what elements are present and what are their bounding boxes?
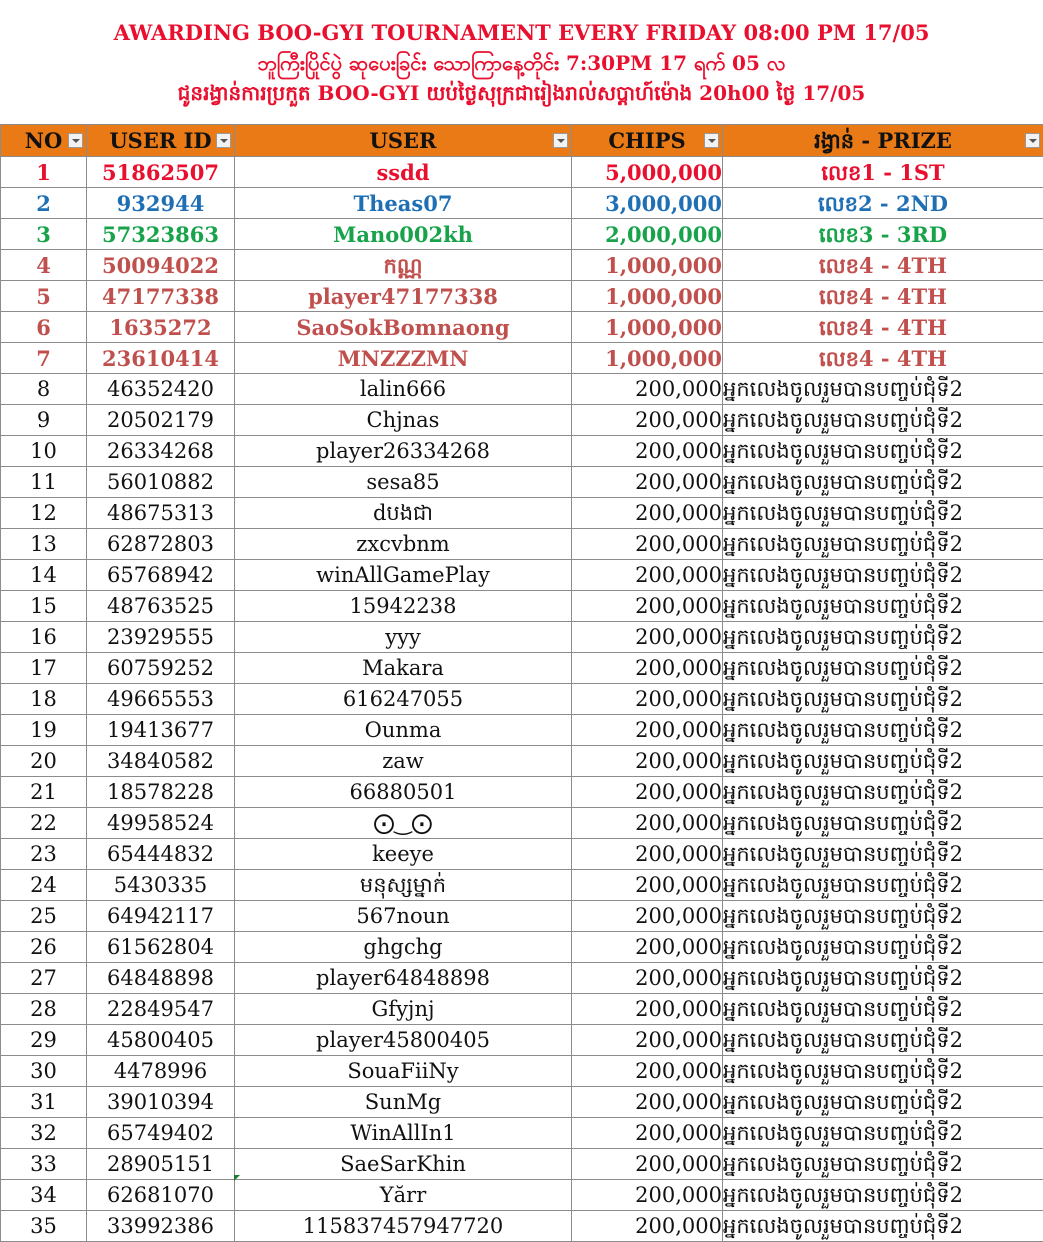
- user-id-cell[interactable]: 28905151: [87, 1149, 235, 1180]
- rank-cell[interactable]: 29: [1, 1025, 87, 1056]
- prize-cell[interactable]: អ្នកលេងចូលរួមបានបញ្ចប់ជុំទី2: [723, 963, 1043, 994]
- rank-cell[interactable]: 1: [1, 157, 87, 188]
- prize-cell[interactable]: អ្នកលេងចូលរួមបានបញ្ចប់ជុំទី2: [723, 560, 1043, 591]
- username-cell[interactable]: ⨀‿⨀: [235, 808, 572, 839]
- user-id-cell[interactable]: 65768942: [87, 560, 235, 591]
- chips-cell[interactable]: 200,000: [572, 994, 723, 1025]
- title-khmer: ជូនរង្វាន់ការប្រកួត BOO-GYI យប់ថ្ងៃសុក្រជារៀងរាល់សប្តាហ៍ម៉ោង 20h00 ថ្ងៃ 17/05: [0, 80, 1043, 110]
- user-id-cell[interactable]: 50094022: [87, 250, 235, 281]
- prize-cell[interactable]: លេខ4 - 4TH: [723, 343, 1043, 374]
- chips-cell[interactable]: 200,000: [572, 1025, 723, 1056]
- chips-cell[interactable]: 200,000: [572, 715, 723, 746]
- table-row: [1, 870, 1043, 901]
- table-row: [1, 312, 1043, 343]
- filter-dropdown-icon[interactable]: [1025, 133, 1040, 148]
- rank-cell[interactable]: 23: [1, 839, 87, 870]
- prize-cell[interactable]: អ្នកលេងចូលរួមបានបញ្ចប់ជុំទី2: [723, 777, 1043, 808]
- username-cell[interactable]: Chjnas: [235, 405, 572, 436]
- table-row: [1, 281, 1043, 312]
- rank-cell[interactable]: 28: [1, 994, 87, 1025]
- user-id-cell[interactable]: 47177338: [87, 281, 235, 312]
- rank-cell[interactable]: 25: [1, 901, 87, 932]
- chips-cell[interactable]: 200,000: [572, 932, 723, 963]
- username-cell[interactable]: zxcvbnm: [235, 529, 572, 560]
- username-cell[interactable]: SunMg: [235, 1087, 572, 1118]
- rank-cell[interactable]: 11: [1, 467, 87, 498]
- prize-cell[interactable]: អ្នកលេងចូលរួមបានបញ្ចប់ជុំទី2: [723, 901, 1043, 932]
- table-row: [1, 498, 1043, 529]
- username-cell[interactable]: player47177338: [235, 281, 572, 312]
- header-no: [1, 125, 87, 157]
- prize-cell[interactable]: អ្នកលេងចូលរួមបានបញ្ចប់ជុំទី2: [723, 1118, 1043, 1149]
- results-table: [0, 124, 1043, 1242]
- rank-cell[interactable]: 8: [1, 374, 87, 405]
- rank-cell[interactable]: 18: [1, 684, 87, 715]
- username-cell[interactable]: Gfyjnj: [235, 994, 572, 1025]
- prize-cell[interactable]: អ្នកលេងចូលរួមបានបញ្ចប់ជុំទី2: [723, 746, 1043, 777]
- rank-cell[interactable]: 17: [1, 653, 87, 684]
- chips-cell[interactable]: 200,000: [572, 653, 723, 684]
- user-id-cell[interactable]: 19413677: [87, 715, 235, 746]
- rank-cell[interactable]: 16: [1, 622, 87, 653]
- rank-cell[interactable]: 2: [1, 188, 87, 219]
- chips-cell[interactable]: 200,000: [572, 1056, 723, 1087]
- chips-cell[interactable]: 5,000,000: [572, 157, 723, 188]
- table-row: [1, 684, 1043, 715]
- prize-cell[interactable]: អ្នកលេងចូលរួមបានបញ្ចប់ជុំទី2: [723, 684, 1043, 715]
- table-row: [1, 1118, 1043, 1149]
- table-row: [1, 932, 1043, 963]
- rank-cell[interactable]: 10: [1, 436, 87, 467]
- user-id-cell[interactable]: 49665553: [87, 684, 235, 715]
- chips-cell[interactable]: 200,000: [572, 467, 723, 498]
- cell-comment-marker: [234, 1175, 240, 1181]
- user-id-cell[interactable]: 34840582: [87, 746, 235, 777]
- user-id-cell[interactable]: 64942117: [87, 901, 235, 932]
- user-id-cell[interactable]: 46352420: [87, 374, 235, 405]
- header-prize: [723, 125, 1043, 157]
- chips-cell[interactable]: 200,000: [572, 1180, 723, 1211]
- prize-cell[interactable]: លេខ4 - 4TH: [723, 250, 1043, 281]
- table-row: [1, 467, 1043, 498]
- rank-cell[interactable]: 9: [1, 405, 87, 436]
- chips-cell[interactable]: 200,000: [572, 498, 723, 529]
- chips-cell[interactable]: 200,000: [572, 777, 723, 808]
- username-cell[interactable]: Mano002kh: [235, 219, 572, 250]
- username-cell[interactable]: Yărr: [235, 1180, 572, 1211]
- prize-cell[interactable]: អ្នកលេងចូលរួមបានបញ្ចប់ជុំទី2: [723, 529, 1043, 560]
- rank-cell[interactable]: 35: [1, 1211, 87, 1242]
- rank-cell[interactable]: 3: [1, 219, 87, 250]
- chips-cell[interactable]: 200,000: [572, 560, 723, 591]
- rank-cell[interactable]: 13: [1, 529, 87, 560]
- username-cell[interactable]: Theas07: [235, 188, 572, 219]
- rank-cell[interactable]: 4: [1, 250, 87, 281]
- prize-cell[interactable]: អ្នកលេងចូលរួមបានបញ្ចប់ជុំទី2: [723, 870, 1043, 901]
- filter-dropdown-icon[interactable]: [553, 133, 568, 148]
- header-chips-label: CHIPS: [608, 128, 685, 153]
- chips-cell[interactable]: 200,000: [572, 1087, 723, 1118]
- prize-cell[interactable]: អ្នកលេងចូលរួមបានបញ្ចប់ជុំទី2: [723, 1149, 1043, 1180]
- table-row: [1, 994, 1043, 1025]
- prize-cell[interactable]: អ្នកលេងចូលរួមបានបញ្ចប់ជុំទី2: [723, 808, 1043, 839]
- prize-cell[interactable]: អ្នកលេងចូលរួមបានបញ្ចប់ជុំទី2: [723, 1211, 1043, 1242]
- table-row: [1, 157, 1043, 188]
- table-row: [1, 715, 1043, 746]
- user-id-cell[interactable]: 23610414: [87, 343, 235, 374]
- table-row: [1, 405, 1043, 436]
- table-row: [1, 1149, 1043, 1180]
- rank-cell[interactable]: 31: [1, 1087, 87, 1118]
- chips-cell[interactable]: 200,000: [572, 1149, 723, 1180]
- user-id-cell[interactable]: 64848898: [87, 963, 235, 994]
- prize-cell[interactable]: អ្នកលេងចូលរួមបានបញ្ចប់ជុំទី2: [723, 498, 1043, 529]
- table-row: [1, 808, 1043, 839]
- username-cell[interactable]: Ounma: [235, 715, 572, 746]
- chips-cell[interactable]: 1,000,000: [572, 343, 723, 374]
- user-id-cell[interactable]: 39010394: [87, 1087, 235, 1118]
- table-row: [1, 901, 1043, 932]
- prize-cell[interactable]: អ្នកលេងចូលរួមបានបញ្ចប់ជុំទី2: [723, 1056, 1043, 1087]
- table-row: [1, 622, 1043, 653]
- username-cell[interactable]: 15942238: [235, 591, 572, 622]
- username-cell[interactable]: player45800405: [235, 1025, 572, 1056]
- rank-cell[interactable]: 33: [1, 1149, 87, 1180]
- header-user: [235, 125, 572, 157]
- prize-cell[interactable]: អ្នកលេងចូលរួមបានបញ្ចប់ជុំទី2: [723, 405, 1043, 436]
- rank-cell[interactable]: 20: [1, 746, 87, 777]
- table-row: [1, 591, 1043, 622]
- username-cell[interactable]: SaeSarKhin: [235, 1149, 572, 1180]
- chips-cell[interactable]: 200,000: [572, 808, 723, 839]
- user-id-cell[interactable]: 22849547: [87, 994, 235, 1025]
- title-block: [0, 0, 1043, 124]
- chips-cell[interactable]: 2,000,000: [572, 219, 723, 250]
- rank-cell[interactable]: 34: [1, 1180, 87, 1211]
- header-no-label: NO: [25, 128, 63, 153]
- chips-cell[interactable]: 1,000,000: [572, 250, 723, 281]
- prize-cell[interactable]: អ្នកលេងចូលរួមបានបញ្ចប់ជុំទី2: [723, 1180, 1043, 1211]
- username-cell[interactable]: 616247055: [235, 684, 572, 715]
- user-id-cell[interactable]: 65749402: [87, 1118, 235, 1149]
- username-cell[interactable]: dបងជា: [235, 498, 572, 529]
- table-row: [1, 374, 1043, 405]
- table-row: [1, 219, 1043, 250]
- user-id-cell[interactable]: 48675313: [87, 498, 235, 529]
- user-id-cell[interactable]: 57323863: [87, 219, 235, 250]
- username-cell[interactable]: SouaFiiNy: [235, 1056, 572, 1087]
- header-row: [1, 125, 1043, 157]
- title-myanmar: ဘူကြီးပြိုင်ပွဲ ဆုပေးခြင်း သောကြာနေ့တိုင်း 7:30PM 17 ရက် 05 လ: [0, 50, 1043, 80]
- chips-cell[interactable]: 3,000,000: [572, 188, 723, 219]
- username-cell[interactable]: player64848898: [235, 963, 572, 994]
- table-row: [1, 777, 1043, 808]
- username-cell[interactable]: 567noun: [235, 901, 572, 932]
- table-row: [1, 839, 1043, 870]
- username-cell[interactable]: sesa85: [235, 467, 572, 498]
- chips-cell[interactable]: 200,000: [572, 1118, 723, 1149]
- chips-cell[interactable]: 200,000: [572, 374, 723, 405]
- rank-cell[interactable]: 26: [1, 932, 87, 963]
- table-row: [1, 1025, 1043, 1056]
- prize-cell[interactable]: លេខ3 - 3RD: [723, 219, 1043, 250]
- user-id-cell[interactable]: 65444832: [87, 839, 235, 870]
- filter-dropdown-icon[interactable]: [216, 133, 231, 148]
- chips-cell[interactable]: 200,000: [572, 746, 723, 777]
- user-id-cell[interactable]: 48763525: [87, 591, 235, 622]
- prize-cell[interactable]: អ្នកលេងចូលរួមបានបញ្ចប់ជុំទី2: [723, 436, 1043, 467]
- table-row: [1, 1180, 1043, 1211]
- rank-cell[interactable]: 30: [1, 1056, 87, 1087]
- chips-cell[interactable]: 200,000: [572, 870, 723, 901]
- chips-cell[interactable]: 200,000: [572, 436, 723, 467]
- prize-cell[interactable]: លេខ2 - 2ND: [723, 188, 1043, 219]
- rank-cell[interactable]: 24: [1, 870, 87, 901]
- chips-cell[interactable]: 1,000,000: [572, 312, 723, 343]
- prize-cell[interactable]: អ្នកលេងចូលរួមបានបញ្ចប់ជុំទី2: [723, 715, 1043, 746]
- table-row: [1, 1211, 1043, 1242]
- user-id-cell[interactable]: 60759252: [87, 653, 235, 684]
- user-id-cell[interactable]: 26334268: [87, 436, 235, 467]
- user-id-cell[interactable]: 20502179: [87, 405, 235, 436]
- header-user-id: [87, 125, 235, 157]
- table-row: [1, 746, 1043, 777]
- chips-cell[interactable]: 200,000: [572, 405, 723, 436]
- user-id-cell[interactable]: 23929555: [87, 622, 235, 653]
- user-id-cell[interactable]: 45800405: [87, 1025, 235, 1056]
- table-row: [1, 436, 1043, 467]
- header-user-label: USER: [370, 128, 437, 153]
- rank-cell[interactable]: 14: [1, 560, 87, 591]
- username-cell[interactable]: WinAllIn1: [235, 1118, 572, 1149]
- table-row: [1, 1087, 1043, 1118]
- chips-cell[interactable]: 200,000: [572, 963, 723, 994]
- table-row: [1, 963, 1043, 994]
- table-row: [1, 188, 1043, 219]
- rank-cell[interactable]: 27: [1, 963, 87, 994]
- rank-cell[interactable]: 21: [1, 777, 87, 808]
- header-prize-label: រង្វាន់ - PRIZE: [814, 128, 952, 153]
- title-english: AWARDING BOO-GYI TOURNAMENT EVERY FRIDAY 08:00 PM 17/05: [0, 20, 1043, 45]
- chips-cell[interactable]: 200,000: [572, 1211, 723, 1242]
- prize-cell[interactable]: លេខ4 - 4TH: [723, 281, 1043, 312]
- header-user-id-label: USER ID: [109, 128, 211, 153]
- username-cell[interactable]: កណ្ណ: [235, 250, 572, 281]
- username-cell[interactable]: player26334268: [235, 436, 572, 467]
- user-id-cell[interactable]: 33992386: [87, 1211, 235, 1242]
- user-id-cell[interactable]: 18578228: [87, 777, 235, 808]
- chips-cell[interactable]: 200,000: [572, 901, 723, 932]
- rank-cell[interactable]: 7: [1, 343, 87, 374]
- filter-dropdown-icon[interactable]: [704, 133, 719, 148]
- prize-cell[interactable]: អ្នកលេងចូលរួមបានបញ្ចប់ជុំទី2: [723, 839, 1043, 870]
- user-id-cell[interactable]: 49958524: [87, 808, 235, 839]
- rank-cell[interactable]: 5: [1, 281, 87, 312]
- username-cell[interactable]: lalin666: [235, 374, 572, 405]
- username-cell[interactable]: zaw: [235, 746, 572, 777]
- prize-cell[interactable]: លេខ1 - 1ST: [723, 157, 1043, 188]
- prize-cell[interactable]: អ្នកលេងចូលរួមបានបញ្ចប់ជុំទី2: [723, 932, 1043, 963]
- rank-cell[interactable]: 22: [1, 808, 87, 839]
- prize-cell[interactable]: អ្នកលេងចូលរួមបានបញ្ចប់ជុំទី2: [723, 622, 1043, 653]
- table-row: [1, 560, 1043, 591]
- rank-cell[interactable]: 19: [1, 715, 87, 746]
- chips-cell[interactable]: 200,000: [572, 529, 723, 560]
- prize-cell[interactable]: អ្នកលេងចូលរួមបានបញ្ចប់ជុំទី2: [723, 1087, 1043, 1118]
- username-cell[interactable]: ghgchg: [235, 932, 572, 963]
- table-row: [1, 529, 1043, 560]
- chips-cell[interactable]: 200,000: [572, 591, 723, 622]
- username-cell[interactable]: winAllGamePlay: [235, 560, 572, 591]
- prize-cell[interactable]: អ្នកលេងចូលរួមបានបញ្ចប់ជុំទី2: [723, 591, 1043, 622]
- user-id-cell[interactable]: 932944: [87, 188, 235, 219]
- user-id-cell[interactable]: 61562804: [87, 932, 235, 963]
- user-id-cell[interactable]: 4478996: [87, 1056, 235, 1087]
- chips-cell[interactable]: 200,000: [572, 622, 723, 653]
- username-cell[interactable]: 115837457947720: [235, 1211, 572, 1242]
- username-cell[interactable]: SaoSokBomnaong: [235, 312, 572, 343]
- user-id-cell[interactable]: 51862507: [87, 157, 235, 188]
- prize-cell[interactable]: អ្នកលេងចូលរួមបានបញ្ចប់ជុំទី2: [723, 374, 1043, 405]
- table-row: [1, 653, 1043, 684]
- username-cell[interactable]: MNZZZMN: [235, 343, 572, 374]
- username-cell[interactable]: ssdd: [235, 157, 572, 188]
- username-cell[interactable]: មនុស្សម្នាក់: [235, 870, 572, 901]
- chips-cell[interactable]: 200,000: [572, 684, 723, 715]
- user-id-cell[interactable]: 5430335: [87, 870, 235, 901]
- username-cell[interactable]: keeye: [235, 839, 572, 870]
- user-id-cell[interactable]: 1635272: [87, 312, 235, 343]
- rank-cell[interactable]: 6: [1, 312, 87, 343]
- filter-dropdown-icon[interactable]: [68, 133, 83, 148]
- table-row: [1, 250, 1043, 281]
- prize-cell[interactable]: អ្នកលេងចូលរួមបានបញ្ចប់ជុំទី2: [723, 467, 1043, 498]
- prize-cell[interactable]: អ្នកលេងចូលរួមបានបញ្ចប់ជុំទី2: [723, 1025, 1043, 1056]
- user-id-cell[interactable]: 56010882: [87, 467, 235, 498]
- username-cell[interactable]: Makara: [235, 653, 572, 684]
- prize-cell[interactable]: អ្នកលេងចូលរួមបានបញ្ចប់ជុំទី2: [723, 653, 1043, 684]
- user-id-cell[interactable]: 62681070: [87, 1180, 235, 1211]
- table-row: [1, 343, 1043, 374]
- user-id-cell[interactable]: 62872803: [87, 529, 235, 560]
- rank-cell[interactable]: 12: [1, 498, 87, 529]
- header-chips: [572, 125, 723, 157]
- rank-cell[interactable]: 32: [1, 1118, 87, 1149]
- username-cell[interactable]: yyy: [235, 622, 572, 653]
- prize-cell[interactable]: អ្នកលេងចូលរួមបានបញ្ចប់ជុំទី2: [723, 994, 1043, 1025]
- table-row: [1, 1056, 1043, 1087]
- chips-cell[interactable]: 1,000,000: [572, 281, 723, 312]
- prize-cell[interactable]: លេខ4 - 4TH: [723, 312, 1043, 343]
- username-cell[interactable]: 66880501: [235, 777, 572, 808]
- chips-cell[interactable]: 200,000: [572, 839, 723, 870]
- rank-cell[interactable]: 15: [1, 591, 87, 622]
